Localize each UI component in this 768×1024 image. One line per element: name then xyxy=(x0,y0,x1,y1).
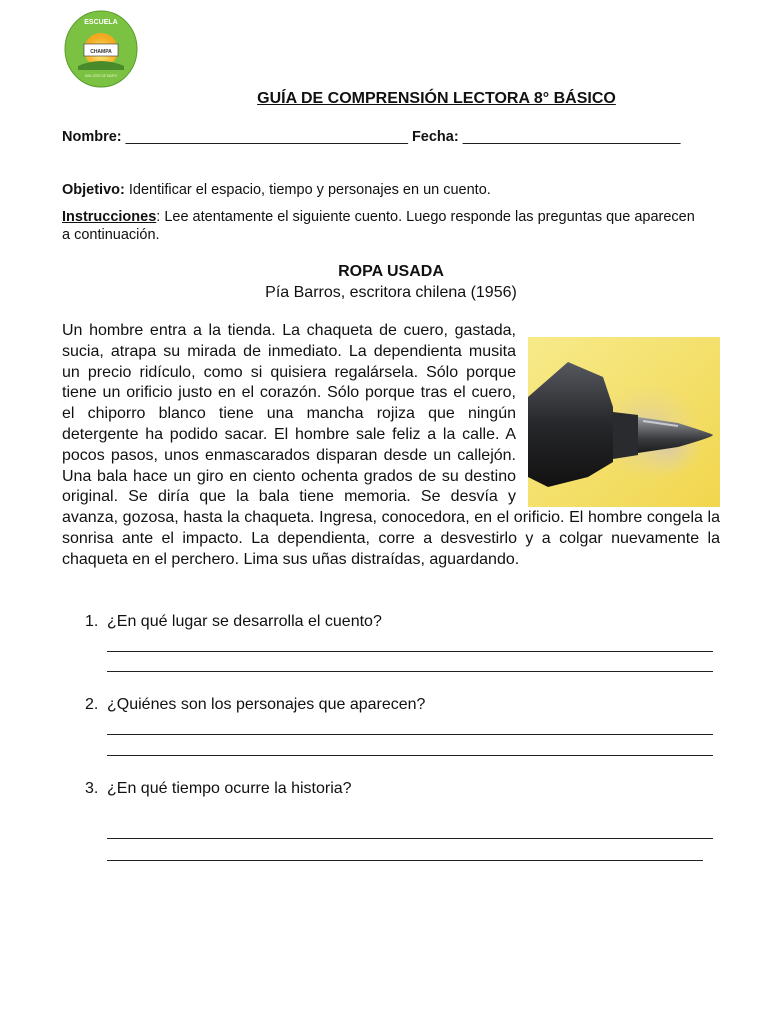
answer-line-2a[interactable] xyxy=(107,734,713,735)
logo-text-top: ESCUELA xyxy=(84,19,118,26)
objective-line xyxy=(62,182,491,198)
answer-line-2b[interactable] xyxy=(107,755,713,756)
school-logo xyxy=(64,10,138,88)
instructions-text-line1: : Lee atentamente el siguiente cuento. Luego responde las preguntas que aparecen xyxy=(156,209,695,225)
logo-text-bottom: SAN JOSE DE MAIPO xyxy=(84,74,118,78)
question-3-number: 3. xyxy=(85,780,99,797)
story-author: Pía Barros, escritora chilena (1956) xyxy=(265,284,517,301)
instructions-text-line2: a continuación. xyxy=(62,227,160,243)
objective-text: Identificar el espacio, tiempo y personajes en un cuento. xyxy=(128,182,491,198)
question-3-text: ¿En qué tiempo ocurre la historia? xyxy=(107,780,352,797)
answer-line-1b[interactable] xyxy=(107,671,713,672)
answer-line-3a[interactable] xyxy=(107,838,713,839)
bullet-illustration xyxy=(528,337,720,507)
question-1-text: ¿En qué lugar se desarrolla el cuento? xyxy=(107,613,382,630)
question-2 xyxy=(85,696,425,714)
page-title: GUÍA DE COMPRENSIÓN LECTORA 8° BÁSICO xyxy=(257,90,616,107)
question-2-number: 2. xyxy=(85,696,99,713)
name-label: Nombre: xyxy=(62,129,122,145)
instructions-label: Instrucciones xyxy=(62,209,157,225)
name-date-line xyxy=(62,129,680,145)
question-3 xyxy=(85,780,352,798)
answer-line-1a[interactable] xyxy=(107,651,713,652)
story-body: Un hombre entra a la tienda. La chaqueta de cuero, gastada, sucia, atrapa su mirada de inmediato. La dependienta musita un precio ridículo, como si quisiera regalársela. Sólo porque tiene un orificio justo en el corazón. Sólo porque tras el cuero, el chiporro blanco tiene una mancha rojiza que ningún detergente ha podido sacar. El hombre sale feliz a la calle. A pocos pasos, unos enmascarados disparan desde un callejón. Una bala hace un giro en ciento ochenta grados de su destino original. Se diría que la bala tiene memoria. Se desvía y avanza, gozosa, hasta la chaqueta. Ingresa, conocedora, en el orificio. El hombre congela la sonrisa ante el impacto. La dependienta, corre a desvestirlo y a colgar nuevamente la chaqueta en el perchero. Lima sus uñas distraídas, aguardando. xyxy=(62,322,720,568)
answer-line-3b[interactable] xyxy=(107,860,703,861)
question-2-text: ¿Quiénes son los personajes que aparecen? xyxy=(107,696,426,713)
date-label: Fecha: xyxy=(411,129,459,145)
story-title: ROPA USADA xyxy=(338,263,444,280)
story-text-block xyxy=(62,321,720,571)
question-1 xyxy=(85,613,382,631)
bullet-firing-photo-icon xyxy=(528,337,720,507)
question-1-number: 1. xyxy=(85,613,99,630)
logo-text-mid: CHAMPA xyxy=(90,49,112,55)
name-field[interactable]: ___________________________________ xyxy=(125,129,408,145)
instructions-block xyxy=(62,208,722,244)
objective-label: Objetivo: xyxy=(62,182,125,198)
date-field[interactable]: ___________________________ xyxy=(462,129,681,145)
school-emblem-icon xyxy=(64,10,138,88)
